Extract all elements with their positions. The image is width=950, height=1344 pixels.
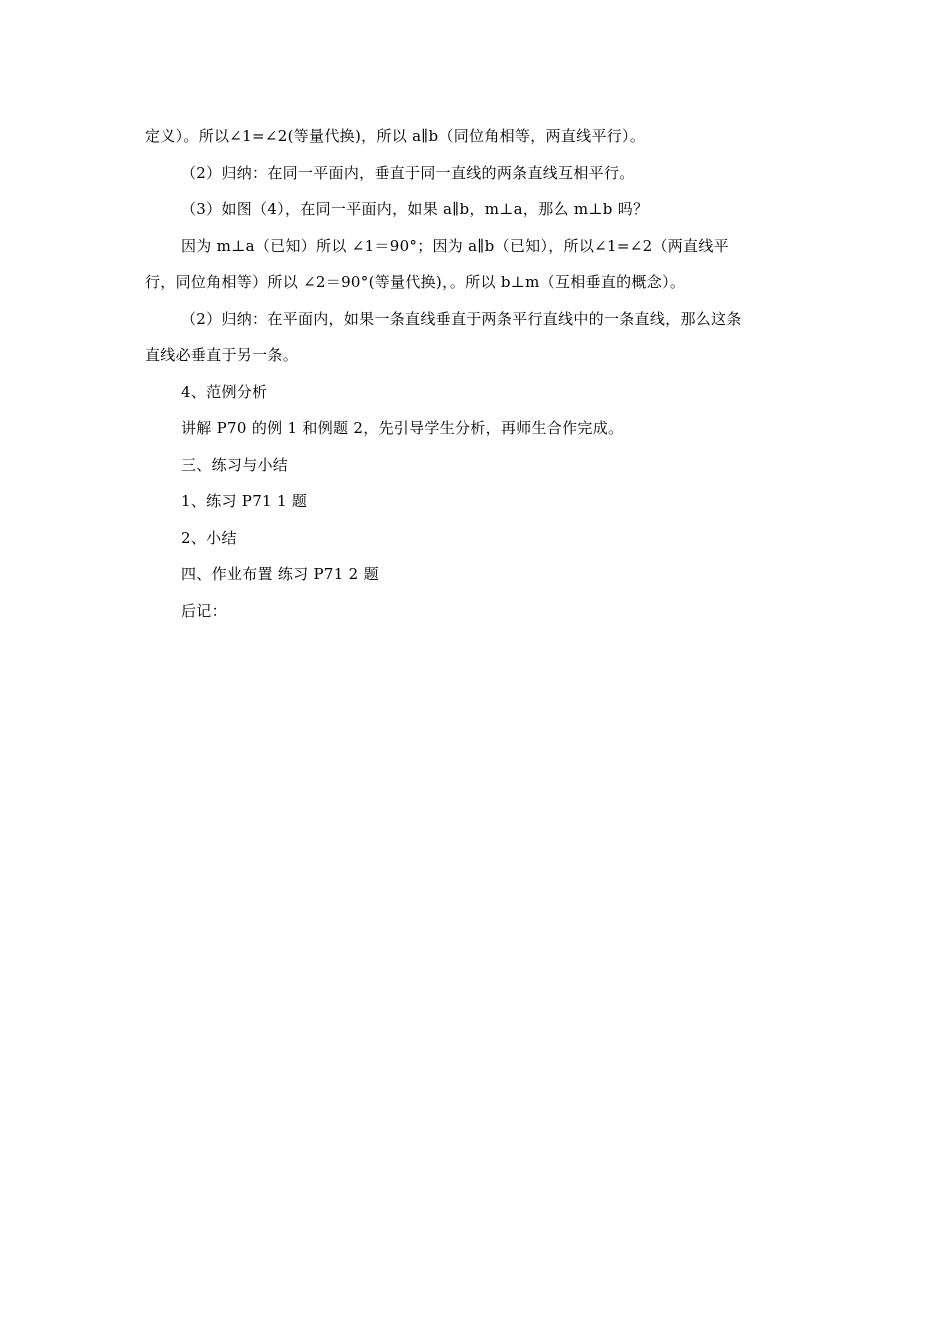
list-item: 1、练习 P71 1 题 — [181, 492, 308, 510]
document-body — [145, 118, 810, 629]
list-item: 2、小结 — [181, 528, 237, 547]
paragraph-line: （2）归纳：在平面内，如果一条直线垂直于两条平行直线中的一条直线，那么这条 — [181, 309, 742, 328]
paragraph-line: 定义）。所以∠1=∠2(等量代换)，所以 a∥b（同位角相等，两直线平行）。 — [145, 127, 646, 145]
section-heading: 四、作业布置 练习 P71 2 题 — [181, 565, 379, 583]
paragraph-line: 行，同位角相等）所以 ∠2＝90°(等量代换)，。所以 b⊥m（互相垂直的概念）。 — [145, 273, 686, 291]
paragraph-line: 讲解 P70 的例 1 和例题 2，先引导学生分析，再师生合作完成。 — [181, 419, 624, 437]
paragraph-line: 直线必垂直于另一条。 — [145, 346, 299, 364]
paragraph-line: （2）归纳：在同一平面内，垂直于同一直线的两条直线互相平行。 — [181, 163, 635, 182]
paragraph-line: （3）如图（4），在同一平面内，如果 a∥b，m⊥a，那么 m⊥b 吗？ — [181, 200, 649, 218]
section-heading: 三、练习与小结 — [181, 455, 289, 474]
paragraph-line: 因为 m⊥a（已知）所以 ∠1＝90°；因为 a∥b（已知），所以∠1=∠2（两直线平 — [181, 236, 729, 255]
paragraph-line: 后记： — [181, 601, 227, 620]
section-heading: 4、范例分析 — [181, 382, 268, 401]
